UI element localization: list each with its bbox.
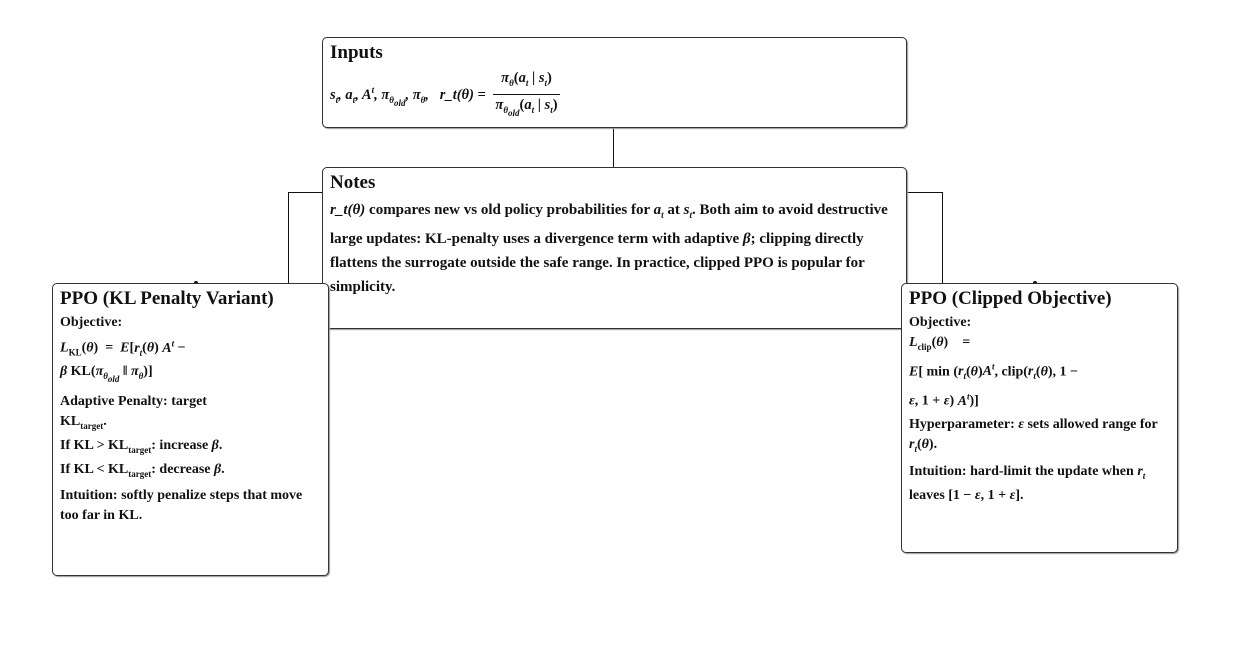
notes-body: r_t(θ) compares new vs old policy probabilities for $a_t$ at $s_t$. Both aim to avoid destructive large updates: KL-penalty uses a divergence term with adaptive β; clipping directly flattens the surrogate outside the safe range. In practice, clipped PPO is popular for simplicity. [330, 202, 888, 295]
connector-inputs-notes [613, 127, 614, 168]
clip-objective-label: Objective: [909, 315, 972, 330]
kl-adaptive: Adaptive Penalty: target $KL_{target}$. [60, 394, 207, 431]
ratio-lhs: r_t(θ) = [439, 87, 486, 104]
kl-intuition: Intuition: softly penalize steps that move too far in KL. [60, 488, 303, 524]
connector-notes-clip [906, 192, 942, 193]
connector-notes-kl [288, 192, 323, 193]
notes-lead: r_t(θ) [330, 202, 366, 218]
notes-title: Notes [330, 172, 376, 193]
kl-title: PPO (KL Penalty Variant) [60, 288, 274, 309]
kl-objective: $L_{KL}(\theta) = E[r_t(\theta) A^t$ − β $KL(\pi_{\theta_{old}}$ ‖ $\pi_\theta$)] [60, 338, 186, 385]
connector-notes-kl-vertical [288, 192, 289, 283]
kl-rule-decrease: If KL < $KL_{target}$: decrease β. [60, 461, 225, 479]
clip-title: PPO (Clipped Objective) [909, 288, 1112, 309]
kl-rule-increase: If KL > $KL_{target}$: increase β. [60, 437, 223, 455]
kl-penalty-box [52, 283, 329, 576]
inputs-box [322, 37, 907, 128]
kl-objective-label: Objective: [60, 315, 123, 330]
clipped-objective-box [901, 283, 1178, 553]
notes-box [322, 167, 907, 329]
connector-notes-clip-vertical [942, 192, 943, 283]
clip-intuition: Intuition: hard-limit the update when $r_t$ leaves [1 − ε, 1 + ε]. [909, 463, 1146, 503]
clip-objective: $L_{clip}(\theta)$ = E[ $\min (r_t(\theta)A^t$, $clip(r_t(\theta)$, 1 − ε, 1 + ε) $A^t$)] [909, 335, 1078, 409]
inputs-formula: $s_t$, $a_t$, $A^t$, $\pi_{\theta_{old}}$, $\pi_\theta$, r_t(θ) = $\frac{\pi_\theta(a_t | s_t)}{\pi_{\theta_{old}}(a_t | s_t)}$ [330, 70, 558, 118]
inputs-title: Inputs [330, 42, 383, 63]
clip-hyperparameter: Hyperparameter: ε sets allowed range for $r_t(\theta)$. [909, 416, 1158, 454]
